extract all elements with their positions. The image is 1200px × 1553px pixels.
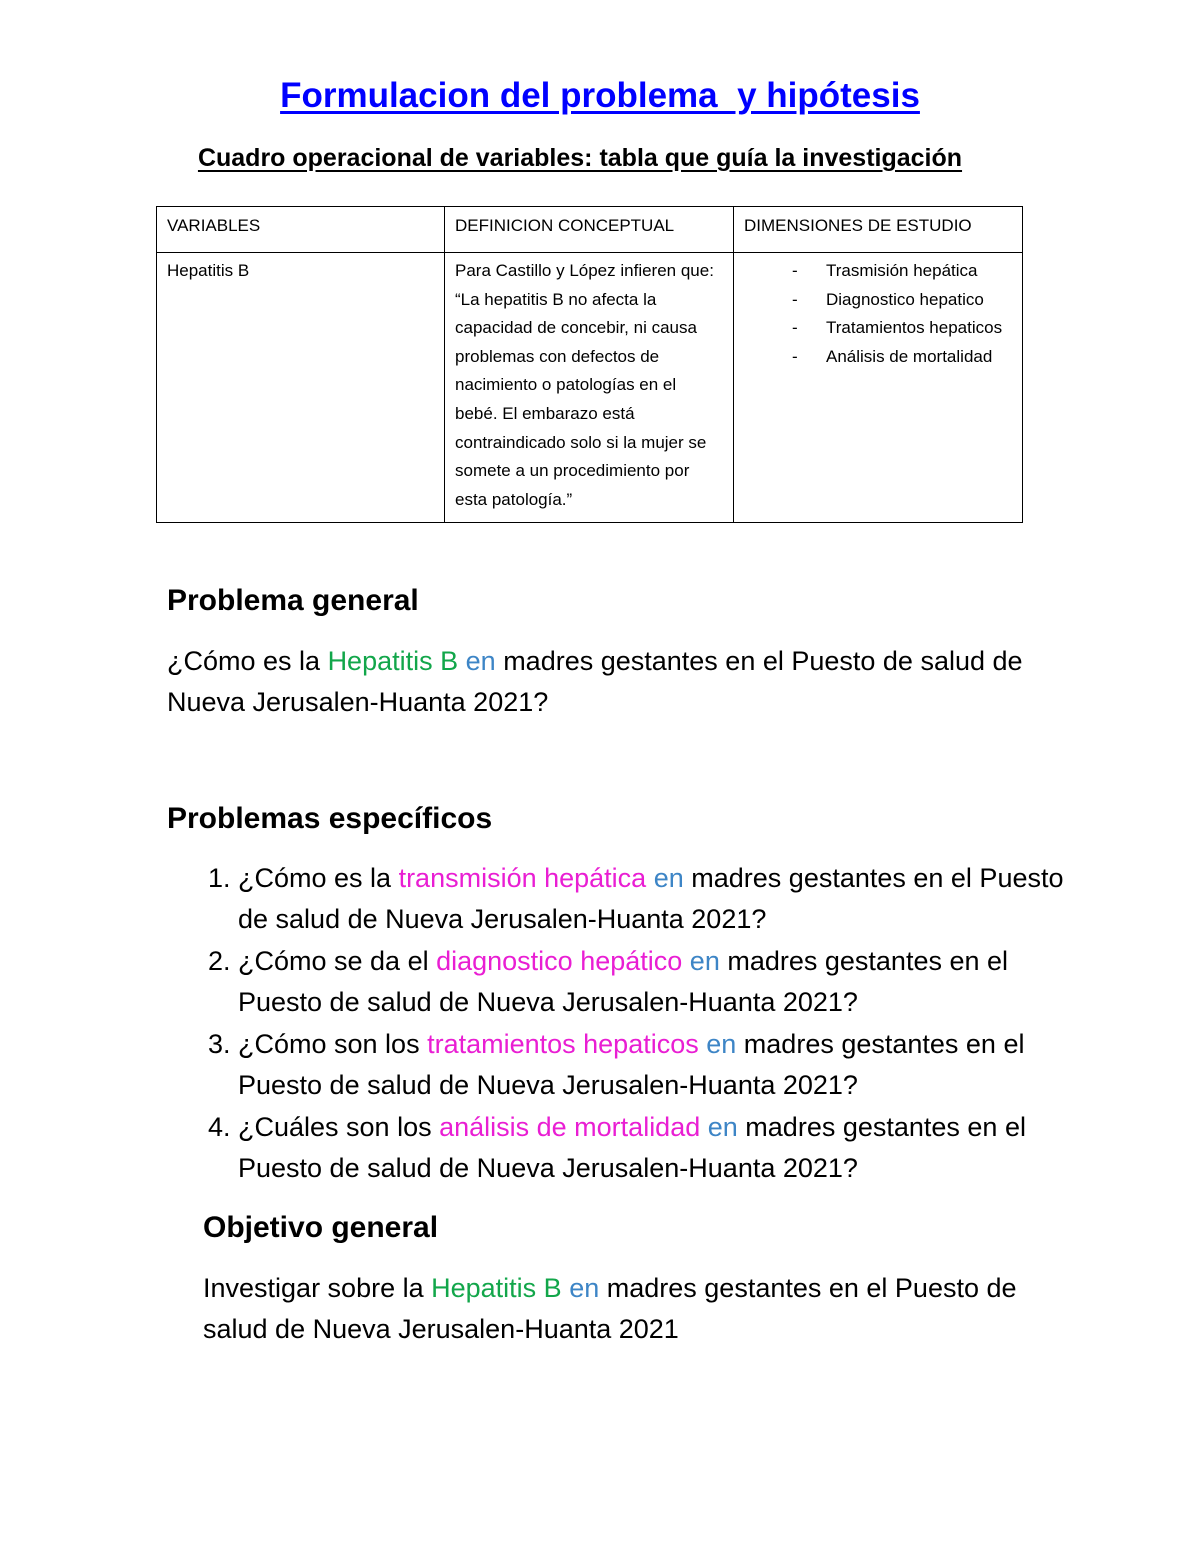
list-item: 1. ¿Cómo es la transmisión hepática en madres gestantes en el Puesto de salud de Nueva Jerusalen-Huanta 2021? [238,858,1098,940]
list-item: - Análisis de mortalidad [792,343,1012,372]
list-item: 3. ¿Cómo son los tratamientos hepaticos en madres gestantes en el Puesto de salud de Nueva Jerusalen-Huanta 2021? [238,1024,1098,1106]
connector-highlight: en [689,946,720,976]
connector-highlight: en [707,1112,738,1142]
heading-objetivo-general: Objetivo general [203,1211,439,1244]
connector-highlight: en [569,1273,600,1303]
table-header-row [157,207,1023,253]
dimensions-list [744,257,1012,371]
variable-highlight: Hepatitis B [327,646,459,676]
header-dimensiones-de-estudio: DIMENSIONES DE ESTUDIO [734,207,1023,253]
list-item: - Diagnostico hepatico [792,286,1012,315]
table-row [157,253,1023,523]
heading-problema-general: Problema general [167,584,419,617]
cell-variable: Hepatitis B [157,253,445,523]
dimension-highlight: análisis de mortalidad [439,1112,701,1142]
header-variables: VARIABLES [157,207,445,253]
table-caption: Cuadro operacional de variables: tabla que guía la investigación [197,144,963,172]
heading-problemas-especificos: Problemas específicos [167,802,493,835]
dimension-highlight: transmisión hepática [398,863,647,893]
cell-dimensions [734,253,1023,523]
list-item: - Tratamientos hepaticos [792,314,1012,343]
connector-highlight: en [653,863,684,893]
cell-definition: Para Castillo y López infieren que: “La hepatitis B no afecta la capacidad de concebir, ni causa problemas con defectos de nacimiento o patologías en el bebé. El embarazo está contraindicado solo si la mujer se somete a un procedimiento por esta patología.” [445,253,734,523]
objetivo-general-text: Investigar sobre la Hepatitis B en madres gestantes en el Puesto de salud de Nueva Jerusalen-Huanta 2021 [203,1273,1017,1344]
connector-highlight: en [706,1029,737,1059]
header-definicion-conceptual: DEFINICION CONCEPTUAL [445,207,734,253]
document-title: Formulacion del problema y hipótesis [280,76,920,115]
operational-variables-table [156,206,1023,523]
list-item: - Trasmisión hepática [792,257,1012,286]
dimension-highlight: diagnostico hepático [436,946,683,976]
problemas-especificos-list [200,858,1098,1190]
problema-general-text: ¿Cómo es la Hepatitis B en madres gestantes en el Puesto de salud de Nueva Jerusalen-Huanta 2021? [167,646,1023,717]
variable-highlight: Hepatitis B [431,1273,562,1303]
dimension-highlight: tratamientos hepaticos [427,1029,699,1059]
connector-highlight: en [465,646,496,676]
list-item: 4. ¿Cuáles son los análisis de mortalidad en madres gestantes en el Puesto de salud de Nueva Jerusalen-Huanta 2021? [238,1107,1098,1189]
list-item: 2. ¿Cómo se da el diagnostico hepático en madres gestantes en el Puesto de salud de Nueva Jerusalen-Huanta 2021? [238,941,1098,1023]
